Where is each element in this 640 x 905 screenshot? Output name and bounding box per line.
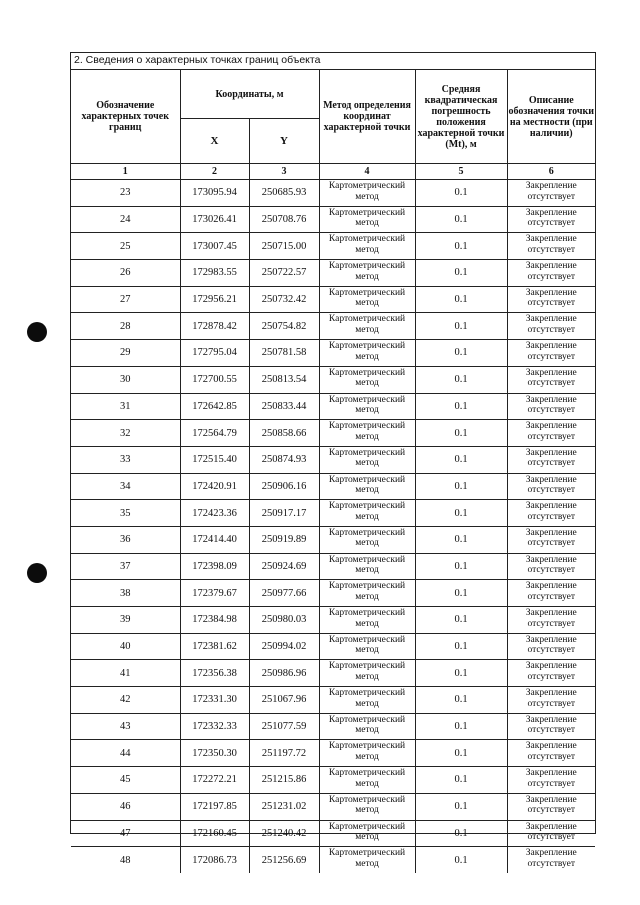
cell-point: 28 [71,313,180,340]
cell-y: 250917.17 [249,500,319,527]
section-caption: 2. Сведения о характерных точках границ объекта [71,53,595,70]
cell-point: 47 [71,820,180,847]
cell-y: 250874.93 [249,446,319,473]
cell-x: 172086.73 [180,847,249,873]
cell-point: 40 [71,633,180,660]
cell-y: 250708.76 [249,206,319,233]
cell-x: 172197.85 [180,793,249,820]
cell-x: 172356.38 [180,660,249,687]
cell-description: Закрепление отсутствует [507,687,595,714]
punch-hole-top [27,322,47,342]
cell-accuracy: 0.1 [415,633,507,660]
boundary-points-table [71,70,595,873]
cell-accuracy: 0.1 [415,793,507,820]
table-row [71,847,595,873]
cell-x: 172384.98 [180,607,249,634]
cell-x: 172331.30 [180,687,249,714]
cell-point: 23 [71,180,180,207]
cell-y: 250994.02 [249,633,319,660]
cell-x: 172423.36 [180,500,249,527]
cell-description: Закрепление отсутствует [507,286,595,313]
cell-description: Закрепление отсутствует [507,740,595,767]
cell-method: Картометрический метод [319,500,415,527]
cell-method: Картометрический метод [319,633,415,660]
cell-x: 172398.09 [180,553,249,580]
cell-point: 39 [71,607,180,634]
cell-method: Картометрический метод [319,473,415,500]
cell-x: 173007.45 [180,233,249,260]
cell-accuracy: 0.1 [415,233,507,260]
header-col-number: 6 [507,164,595,180]
cell-method: Картометрический метод [319,366,415,393]
cell-point: 27 [71,286,180,313]
cell-description: Закрепление отсутствует [507,420,595,447]
table-row [71,473,595,500]
cell-accuracy: 0.1 [415,767,507,794]
cell-x: 172381.62 [180,633,249,660]
cell-description: Закрепление отсутствует [507,500,595,527]
cell-accuracy: 0.1 [415,740,507,767]
cell-accuracy: 0.1 [415,660,507,687]
table-row [71,180,595,207]
cell-method: Картометрический метод [319,847,415,873]
table-row [71,687,595,714]
cell-x: 172795.04 [180,340,249,367]
cell-method: Картометрический метод [319,340,415,367]
cell-point: 30 [71,366,180,393]
cell-y: 250977.66 [249,580,319,607]
table-row [71,793,595,820]
cell-accuracy: 0.1 [415,580,507,607]
table-row [71,633,595,660]
cell-point: 44 [71,740,180,767]
header-col-number: 1 [71,164,180,180]
cell-description: Закрепление отсутствует [507,366,595,393]
cell-accuracy: 0.1 [415,473,507,500]
cell-x: 172379.67 [180,580,249,607]
header-col-number: 2 [180,164,249,180]
cell-y: 250715.00 [249,233,319,260]
cell-y: 250781.58 [249,340,319,367]
header-col-number: 3 [249,164,319,180]
cell-y: 250685.93 [249,180,319,207]
table-row [71,767,595,794]
cell-description: Закрепление отсутствует [507,526,595,553]
cell-y: 251197.72 [249,740,319,767]
cell-accuracy: 0.1 [415,206,507,233]
cell-description: Закрепление отсутствует [507,580,595,607]
cell-accuracy: 0.1 [415,180,507,207]
cell-x: 172515.40 [180,446,249,473]
cell-x: 172414.40 [180,526,249,553]
cell-point: 24 [71,206,180,233]
cell-description: Закрепление отсутствует [507,473,595,500]
header-col-number: 4 [319,164,415,180]
cell-y: 251231.02 [249,793,319,820]
cell-method: Картометрический метод [319,393,415,420]
cell-point: 32 [71,420,180,447]
cell-y: 250858.66 [249,420,319,447]
cell-y: 251215.86 [249,767,319,794]
cell-x: 173095.94 [180,180,249,207]
cell-method: Картометрический метод [319,740,415,767]
cell-point: 42 [71,687,180,714]
table-header [71,70,595,180]
cell-point: 46 [71,793,180,820]
cell-accuracy: 0.1 [415,687,507,714]
cell-description: Закрепление отсутствует [507,633,595,660]
cell-description: Закрепление отсутствует [507,553,595,580]
table-row [71,313,595,340]
header-col-number: 5 [415,164,507,180]
cell-point: 34 [71,473,180,500]
cell-x: 173026.41 [180,206,249,233]
cell-x: 172420.91 [180,473,249,500]
cell-accuracy: 0.1 [415,847,507,873]
table-row [71,580,595,607]
cell-x: 172878.42 [180,313,249,340]
cell-accuracy: 0.1 [415,500,507,527]
cell-x: 172956.21 [180,286,249,313]
cell-method: Картометрический метод [319,260,415,287]
cell-y: 250813.54 [249,366,319,393]
header-coordinates: Координаты, м [180,70,319,119]
cell-method: Картометрический метод [319,767,415,794]
cell-y: 250924.69 [249,553,319,580]
cell-method: Картометрический метод [319,286,415,313]
cell-accuracy: 0.1 [415,526,507,553]
header-point-label: Обозначение характерных точек границ [71,70,180,164]
cell-accuracy: 0.1 [415,340,507,367]
cell-y: 250732.42 [249,286,319,313]
cell-description: Закрепление отсутствует [507,260,595,287]
cell-method: Картометрический метод [319,206,415,233]
table-row [71,446,595,473]
boundary-points-sheet [70,52,596,869]
cell-accuracy: 0.1 [415,286,507,313]
table-row [71,340,595,367]
cell-method: Картометрический метод [319,526,415,553]
cell-method: Картометрический метод [319,446,415,473]
cell-y: 251256.69 [249,847,319,873]
cell-y: 250722.57 [249,260,319,287]
cell-accuracy: 0.1 [415,607,507,634]
cell-accuracy: 0.1 [415,446,507,473]
cell-point: 41 [71,660,180,687]
cell-method: Картометрический метод [319,687,415,714]
cell-point: 35 [71,500,180,527]
cell-method: Картометрический метод [319,607,415,634]
cell-method: Картометрический метод [319,660,415,687]
cell-accuracy: 0.1 [415,553,507,580]
cell-point: 37 [71,553,180,580]
table-row [71,366,595,393]
cell-method: Картометрический метод [319,580,415,607]
cell-description: Закрепление отсутствует [507,206,595,233]
cell-x: 172272.21 [180,767,249,794]
cell-y: 250906.16 [249,473,319,500]
table-row [71,526,595,553]
table-row [71,286,595,313]
cell-point: 36 [71,526,180,553]
cell-y: 250833.44 [249,393,319,420]
table-row [71,660,595,687]
cell-description: Закрепление отсутствует [507,820,595,847]
cell-y: 250754.82 [249,313,319,340]
cell-method: Картометрический метод [319,233,415,260]
cell-method: Картометрический метод [319,420,415,447]
cell-method: Картометрический метод [319,713,415,740]
cell-description: Закрепление отсутствует [507,660,595,687]
cell-point: 33 [71,446,180,473]
cell-x: 172332.33 [180,713,249,740]
table-row [71,713,595,740]
cell-y: 250919.89 [249,526,319,553]
cell-point: 48 [71,847,180,873]
table-row [71,233,595,260]
cell-accuracy: 0.1 [415,366,507,393]
cell-y: 251240.42 [249,820,319,847]
table-row [71,740,595,767]
cell-accuracy: 0.1 [415,820,507,847]
cell-x: 172642.85 [180,393,249,420]
table-row [71,820,595,847]
cell-point: 31 [71,393,180,420]
table-row [71,206,595,233]
table-row [71,607,595,634]
cell-method: Картометрический метод [319,180,415,207]
cell-point: 26 [71,260,180,287]
cell-accuracy: 0.1 [415,313,507,340]
cell-method: Картометрический метод [319,553,415,580]
cell-description: Закрепление отсутствует [507,767,595,794]
cell-description: Закрепление отсутствует [507,180,595,207]
table-body [71,180,595,873]
header-x: X [180,119,249,164]
cell-point: 25 [71,233,180,260]
cell-x: 172160.45 [180,820,249,847]
cell-x: 172983.55 [180,260,249,287]
cell-description: Закрепление отсутствует [507,446,595,473]
punch-hole-bottom [27,563,47,583]
cell-point: 29 [71,340,180,367]
header-description: Описание обозначения точки на местности (при наличии) [507,70,595,164]
cell-y: 250986.96 [249,660,319,687]
cell-accuracy: 0.1 [415,393,507,420]
cell-description: Закрепление отсутствует [507,233,595,260]
table-row [71,553,595,580]
cell-accuracy: 0.1 [415,420,507,447]
cell-point: 43 [71,713,180,740]
table-row [71,260,595,287]
cell-description: Закрепление отсутствует [507,713,595,740]
cell-y: 251067.96 [249,687,319,714]
header-y: Y [249,119,319,164]
cell-x: 172350.30 [180,740,249,767]
cell-x: 172564.79 [180,420,249,447]
cell-description: Закрепление отсутствует [507,393,595,420]
cell-point: 38 [71,580,180,607]
table-row [71,420,595,447]
table-row [71,500,595,527]
cell-y: 250980.03 [249,607,319,634]
header-accuracy: Средняя квадратическая погрешность положения характерной точки (Mt), м [415,70,507,164]
cell-y: 251077.59 [249,713,319,740]
cell-description: Закрепление отсутствует [507,607,595,634]
cell-accuracy: 0.1 [415,713,507,740]
cell-accuracy: 0.1 [415,260,507,287]
cell-method: Картометрический метод [319,793,415,820]
cell-description: Закрепление отсутствует [507,793,595,820]
cell-point: 45 [71,767,180,794]
cell-description: Закрепление отсутствует [507,847,595,873]
table-row [71,393,595,420]
cell-description: Закрепление отсутствует [507,340,595,367]
cell-method: Картометрический метод [319,820,415,847]
cell-method: Картометрический метод [319,313,415,340]
header-method: Метод определения координат характерной точки [319,70,415,164]
cell-x: 172700.55 [180,366,249,393]
cell-description: Закрепление отсутствует [507,313,595,340]
